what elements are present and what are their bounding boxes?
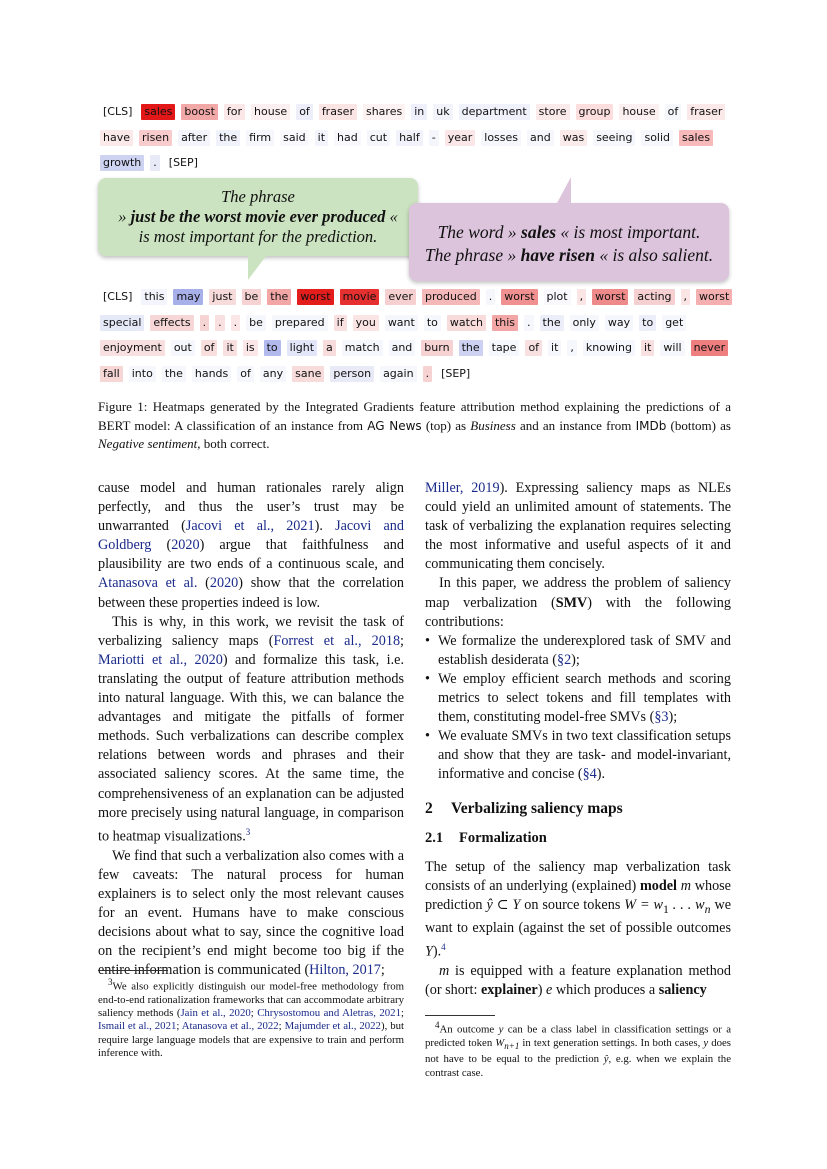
- bullet-icon: •: [425, 632, 430, 649]
- text: ;: [250, 1007, 258, 1020]
- token: house: [619, 104, 658, 120]
- text: which produces a: [552, 981, 659, 998]
- text: ).: [596, 766, 606, 783]
- token: .: [423, 366, 433, 382]
- token: just: [209, 289, 235, 305]
- text: , e.g. when we explain the contrast case.: [425, 1053, 731, 1079]
- caption-text: (bottom) as: [666, 417, 731, 433]
- speech-bubble-phrase: [98, 178, 418, 256]
- token: sane: [292, 366, 324, 382]
- speech-bubble-word: [409, 203, 729, 281]
- token: of: [237, 366, 254, 382]
- section-title: Verbalizing saliency maps: [451, 799, 623, 817]
- highlight-phrase: have risen: [520, 245, 595, 265]
- token: match: [342, 340, 383, 356]
- text: );: [571, 651, 580, 668]
- citation-link[interactable]: Chrysostomou and Aletras, 2021: [257, 1007, 401, 1020]
- bubble-line: [409, 221, 729, 244]
- term: model: [639, 877, 677, 894]
- citation-link[interactable]: Jacovi and Goldberg: [98, 518, 404, 554]
- text: ) show that the correlation between these properties indeed is low.: [98, 575, 404, 611]
- token: sales: [679, 130, 713, 146]
- token: firm: [246, 130, 274, 146]
- bubble-line: [98, 207, 418, 227]
- token: hands: [192, 366, 231, 382]
- token: losses: [481, 130, 521, 146]
- footnote-marker: 4: [435, 1020, 440, 1030]
- dataset-name: AG News: [367, 418, 422, 433]
- token: boost: [181, 104, 218, 120]
- token: a: [323, 340, 336, 356]
- footnote-3: [98, 976, 404, 1060]
- paragraph: [425, 858, 731, 962]
- token: to: [639, 315, 656, 331]
- token: tape: [489, 340, 520, 356]
- citation-link[interactable]: 2020: [209, 575, 239, 592]
- citation-link[interactable]: Mariotti et al., 2020: [98, 651, 223, 668]
- token: special: [100, 315, 144, 331]
- heatmap-row: [100, 130, 732, 156]
- text: We formalize the underexplored task of SMV and establish desiderata (: [438, 632, 731, 668]
- token: get: [662, 315, 686, 331]
- token: department: [459, 104, 530, 120]
- heatmap-bottom: [100, 289, 732, 391]
- token: the: [459, 340, 483, 356]
- citation-link[interactable]: Jacovi et al., 2021: [185, 518, 315, 535]
- right-column: [425, 479, 731, 1000]
- subsection-number: 2.1: [425, 829, 444, 846]
- token: out: [171, 340, 195, 356]
- footnote-4: [425, 1019, 731, 1080]
- text: ;: [380, 962, 385, 979]
- section-link[interactable]: §2: [556, 651, 572, 668]
- text: does not have to be equal to the prediction: [425, 1036, 731, 1066]
- text: we want to explain (against the set of possible outcomes: [425, 896, 732, 936]
- heatmap-row: [100, 340, 732, 366]
- left-column: [98, 479, 404, 980]
- token: worst: [696, 289, 732, 305]
- citation-link[interactable]: Jain et al., 2020: [180, 1007, 251, 1020]
- math: W: [495, 1036, 505, 1049]
- token: have: [100, 130, 133, 146]
- text: An outcome: [439, 1023, 499, 1036]
- token: -: [429, 130, 439, 146]
- heatmap-row: [100, 366, 732, 392]
- math: y: [703, 1036, 709, 1049]
- token: person: [330, 366, 374, 382]
- paragraph: [98, 847, 404, 981]
- token: fall: [100, 366, 123, 382]
- paragraph: [425, 479, 731, 574]
- token: effects: [150, 315, 193, 331]
- heatmap-row: [100, 315, 732, 341]
- math-subscript: 1: [662, 901, 669, 916]
- section-link[interactable]: §4: [582, 766, 597, 783]
- caption-text: , both correct.: [197, 436, 270, 451]
- paragraph: [98, 613, 404, 847]
- token: worst: [501, 289, 537, 305]
- bullet-icon: •: [425, 728, 430, 745]
- token: to: [424, 315, 441, 331]
- term: explainer: [480, 981, 538, 998]
- math: Y: [425, 943, 433, 960]
- caption-text: Figure 1: Heatmaps generated by the Integrated Gradients feature attribution method explaining the predictions of a BERT model: A classification of an instance from: [98, 399, 731, 433]
- token: had: [334, 130, 361, 146]
- text: ) argue that faithfulness and plausibility are two ends of a continuous scale, and: [98, 537, 404, 573]
- token: again: [380, 366, 417, 382]
- subsection-title: Formalization: [459, 829, 547, 846]
- math: . . . w: [668, 896, 705, 913]
- math: m: [439, 962, 450, 979]
- class-label: Business: [470, 417, 516, 433]
- dataset-name: IMDb: [635, 418, 667, 433]
- token: of: [525, 340, 542, 356]
- token: was: [560, 130, 587, 146]
- acronym: SMV: [555, 594, 588, 611]
- citation-link[interactable]: Ismail et al., 2021: [98, 1020, 177, 1033]
- token: shares: [363, 104, 405, 120]
- text: ;: [400, 632, 404, 649]
- text: ) and formalize this task, i.e. translating the output of feature attribution methods into natural language. With this, we can balance the advantages and mitigate the pitfalls of former methods. Such verbalizations can describe complex relations between words and phrases and their associated saliency scores. At the same time, the comprehensiveness of an explanation can be adjusted more precisely using natural language, in comparison to heatmap visualizations.: [98, 651, 404, 845]
- token: year: [445, 130, 476, 146]
- paragraph: [425, 962, 731, 1000]
- highlight-phrase: just be the worst movie ever produced: [130, 207, 386, 226]
- text: cause model and human rationales rarely align perfectly, and thus the user’s trust may be unwarranted (: [98, 480, 404, 535]
- bubble-line: is most important for the prediction.: [138, 227, 378, 246]
- token: the: [216, 130, 240, 146]
- bubble-text: « is most important.: [556, 222, 701, 242]
- math: e: [546, 981, 553, 998]
- caption-text: (top) as: [421, 417, 471, 433]
- list-item: [425, 727, 731, 784]
- token: solid: [641, 130, 673, 146]
- token: any: [260, 366, 286, 382]
- text: ;: [400, 1007, 404, 1020]
- text: This is why, in this work, we revisit the task of verbalizing saliency maps (: [98, 613, 404, 649]
- text: (: [151, 537, 172, 554]
- token: ,: [681, 289, 691, 305]
- text: In this paper, we address the problem of saliency map verbalization (: [425, 575, 731, 611]
- token: never: [691, 340, 729, 356]
- token: for: [224, 104, 245, 120]
- token: enjoyment: [100, 340, 165, 356]
- token: light: [287, 340, 317, 356]
- token: worst: [592, 289, 628, 305]
- token: group: [576, 104, 614, 120]
- token: it: [548, 340, 561, 356]
- token: you: [353, 315, 379, 331]
- token: in: [411, 104, 427, 120]
- token: growth: [100, 155, 144, 171]
- text: We find that such a verbalization also comes with a few caveats: The natural process for human explainers is to select only the most relevant causes for an event. Humans have to make conscious decisions about what to say, since the cognitive load on the recipient’s end might become too big if the entire information is communicated (: [98, 847, 404, 979]
- citation-link[interactable]: Atanasova et al., 2022: [181, 1020, 279, 1033]
- paragraph: [425, 574, 731, 631]
- token: prepared: [272, 315, 328, 331]
- token: if: [334, 315, 347, 331]
- text: ;: [278, 1020, 285, 1033]
- heatmap-row: [100, 104, 732, 130]
- token: after: [178, 130, 210, 146]
- text: The setup of the saliency map verbalization task consists of an underlying (explained): [425, 858, 731, 894]
- token: be: [246, 315, 266, 331]
- caption-text: and an instance from: [515, 417, 636, 433]
- section-link[interactable]: §3: [654, 709, 669, 726]
- citation-link[interactable]: Atanasova et al.: [98, 575, 198, 592]
- token: .: [150, 155, 160, 171]
- text: ).: [432, 943, 442, 960]
- token: this: [492, 315, 518, 331]
- text: ).: [314, 518, 336, 535]
- text: ;: [176, 1020, 182, 1033]
- heatmap-top: [100, 104, 732, 181]
- math: ŷ ⊂ Y: [486, 896, 521, 913]
- token: said: [280, 130, 309, 146]
- math: y: [498, 1023, 504, 1036]
- token: [CLS]: [103, 290, 133, 303]
- bubble-line: [409, 244, 729, 267]
- token: uk: [433, 104, 452, 120]
- footnote-rule: [98, 970, 168, 971]
- text: ), but require large language models that are expensive to train and perform inference with.: [98, 1020, 404, 1060]
- citation-link[interactable]: Miller, 2019: [425, 480, 500, 496]
- list-item-text: [438, 670, 731, 727]
- token: ,: [577, 289, 587, 305]
- paragraph: [98, 479, 404, 613]
- quote-mark: »: [118, 207, 131, 226]
- text: in text generation settings. In both cases,: [519, 1036, 704, 1049]
- token: .: [215, 315, 225, 331]
- token: store: [536, 104, 570, 120]
- token: the: [267, 289, 291, 305]
- token: plot: [544, 289, 571, 305]
- footnote-rule: [425, 1015, 495, 1016]
- math: m: [676, 877, 691, 894]
- bubble-text: The phrase »: [424, 245, 521, 265]
- subsection-heading: [425, 829, 731, 848]
- list-item: [425, 632, 731, 670]
- math: ŷ: [603, 1053, 609, 1066]
- text: ): [537, 981, 546, 998]
- token: the: [162, 366, 186, 382]
- token: ever: [385, 289, 416, 305]
- token: worst: [297, 289, 333, 305]
- heatmap-row: [100, 155, 732, 181]
- text: (: [197, 575, 210, 592]
- citation-link[interactable]: Majumder et al., 2022: [284, 1020, 381, 1033]
- token: only: [570, 315, 599, 331]
- bullet-icon: •: [425, 670, 430, 687]
- bubble-text: « is also salient.: [595, 245, 714, 265]
- token: is: [243, 340, 258, 356]
- token: may: [173, 289, 203, 305]
- bubble-text: The word »: [437, 222, 522, 242]
- token: risen: [139, 130, 172, 146]
- token: and: [389, 340, 416, 356]
- term: saliency: [658, 981, 707, 998]
- citation-link[interactable]: 2020: [171, 537, 200, 554]
- text: whose prediction: [425, 877, 731, 913]
- token: it: [223, 340, 236, 356]
- citation-link[interactable]: Hilton, 2017: [309, 962, 381, 979]
- token: this: [141, 289, 167, 305]
- highlight-word: sales: [521, 222, 557, 242]
- list-item-text: [438, 727, 731, 784]
- text: We employ efficient search methods and scoring metrics to select tokens and fill templates with them, constituting model-free SMVs (: [438, 670, 731, 726]
- token: of: [296, 104, 313, 120]
- section-number: 2: [425, 799, 433, 817]
- token: of: [201, 340, 218, 356]
- footnote-ref[interactable]: 3: [245, 826, 251, 837]
- token: half: [396, 130, 423, 146]
- math: W = w: [624, 896, 663, 913]
- token: produced: [422, 289, 480, 305]
- token: .: [231, 315, 241, 331]
- token: it: [641, 340, 654, 356]
- token: watch: [447, 315, 486, 331]
- token: acting: [634, 289, 674, 305]
- figure-caption: [98, 398, 731, 454]
- token: house: [251, 104, 290, 120]
- token: into: [129, 366, 156, 382]
- token: [SEP]: [441, 366, 471, 380]
- text: We also explicitly distinguish our model-free methodology from end-to-end rationalization frameworks that can accommodate arbitrary saliency methods (: [98, 980, 404, 1020]
- token: of: [665, 104, 682, 120]
- quote-mark: «: [385, 207, 398, 226]
- token: fraser: [319, 104, 357, 120]
- citation-link[interactable]: Forrest et al., 2018: [273, 632, 401, 649]
- footnote-ref[interactable]: 4: [441, 941, 446, 952]
- class-label: Negative sentiment: [98, 436, 198, 451]
- token: .: [524, 315, 534, 331]
- token: way: [605, 315, 633, 331]
- token: burn: [421, 340, 452, 356]
- token: seeing: [593, 130, 635, 146]
- text: can be a class label in classification settings or a predicted token: [425, 1023, 731, 1049]
- heatmap-row: [100, 289, 732, 315]
- text: ). Expressing saliency maps as NLEs could yield an unlimited amount of statements. The task of verbalizing the explanation requires selecting the most informative and useful aspects of it and communicating them concisely.: [425, 480, 731, 573]
- token: it: [315, 130, 328, 146]
- token: and: [527, 130, 554, 146]
- token: sales: [141, 104, 175, 120]
- bubble-line: The phrase: [221, 187, 295, 206]
- list-item: [425, 670, 731, 727]
- token: movie: [340, 289, 380, 305]
- text: );: [668, 709, 678, 726]
- token: want: [385, 315, 418, 331]
- text: on source tokens: [520, 896, 625, 913]
- token: cut: [367, 130, 390, 146]
- token: to: [264, 340, 281, 356]
- math-subscript: n+1: [504, 1041, 520, 1052]
- text: is equipped with a feature explanation method (or short:: [425, 962, 731, 998]
- token: be: [242, 289, 262, 305]
- token: .: [200, 315, 210, 331]
- text: ) with the following contributions:: [425, 594, 731, 630]
- section-heading: [425, 799, 731, 818]
- math-subscript: n: [704, 901, 711, 916]
- token: knowing: [583, 340, 635, 356]
- token: .: [486, 289, 496, 305]
- token: fraser: [687, 104, 725, 120]
- token: the: [540, 315, 564, 331]
- text: We evaluate SMVs in two text classification setups and show that they are task- and model-invariant, informative and concise (: [438, 728, 731, 783]
- footnote-marker: 3: [108, 977, 113, 987]
- list-item-text: [438, 632, 731, 670]
- token: ,: [567, 340, 577, 356]
- token: will: [660, 340, 684, 356]
- token: [CLS]: [103, 105, 133, 118]
- token: [SEP]: [168, 156, 198, 170]
